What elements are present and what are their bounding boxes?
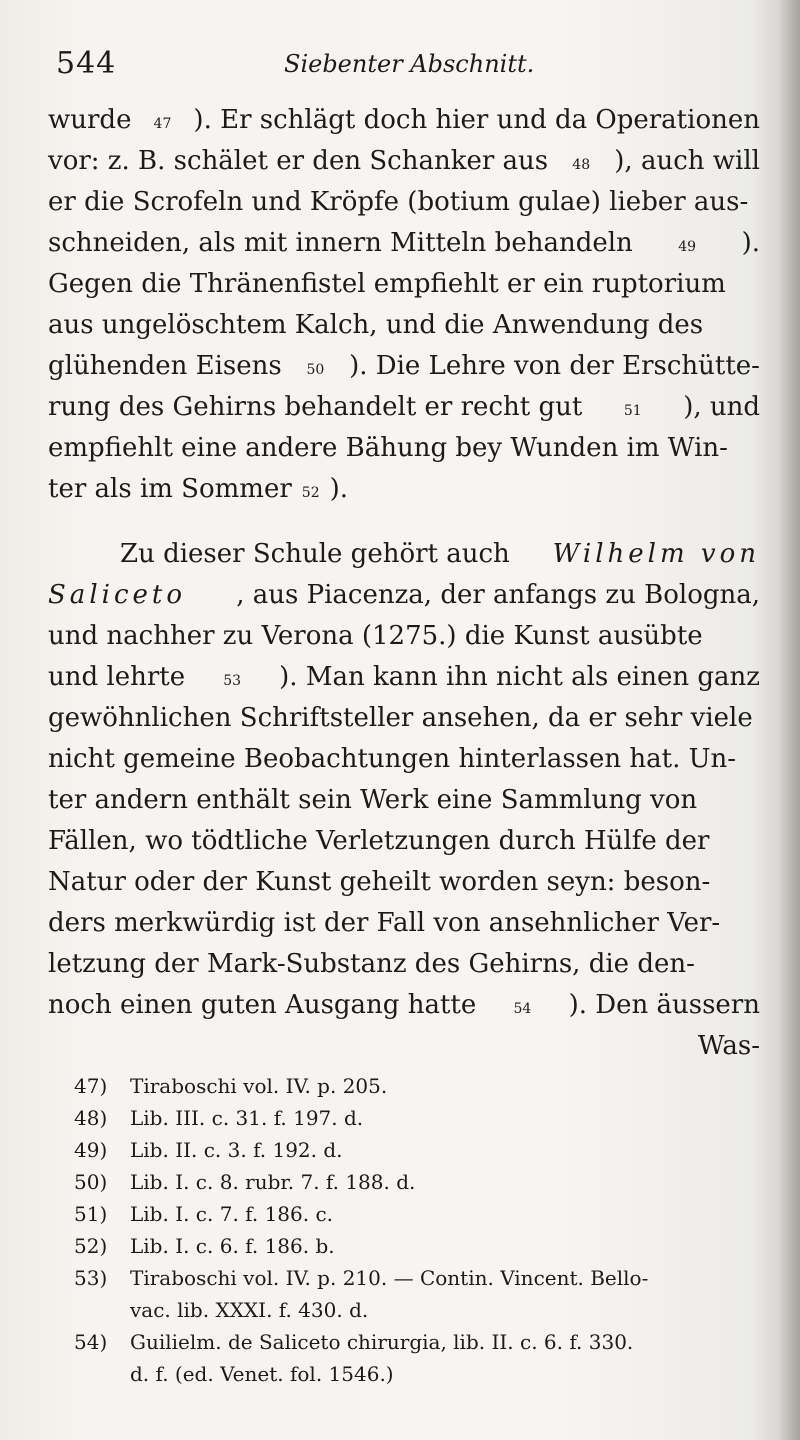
- text-line: [48, 575, 760, 616]
- footnote: [74, 1166, 764, 1198]
- footnote: [74, 1198, 764, 1230]
- footnote-number: 49): [74, 1138, 108, 1162]
- text-line: vor: z. B. schälet er den Schanker aus 48 ), auch will: [48, 141, 760, 182]
- text-span: Fällen, wo tödtliche Verletzungen durch Hülfe der: [48, 826, 710, 856]
- footnote: [74, 1134, 764, 1166]
- footnotes: [74, 1070, 764, 1390]
- text-span: er die Scrofeln und Kröpfe (botium gulae) lieber aus-: [48, 187, 749, 217]
- text-span: ). Man kann ihn nicht als einen ganz: [279, 662, 760, 692]
- footnote-text: Tiraboschi vol. IV. p. 205.: [130, 1074, 388, 1098]
- text-line: wurde 47 ). Er schlägt doch hier und da Operationen: [48, 100, 760, 141]
- text-line: [48, 264, 760, 305]
- catchword-line: [48, 1026, 760, 1067]
- text-span: und nachher zu Verona (1275.) die Kunst ausübte: [48, 621, 703, 651]
- text-line: [48, 780, 760, 821]
- text-span: , aus Piacenza, der anfangs zu Bologna,: [236, 580, 760, 610]
- text-line: noch einen guten Ausgang hatte 54 ). Den äussern: [48, 985, 760, 1026]
- text-span: letzung der Mark-Substanz des Gehirns, die den-: [48, 949, 695, 979]
- text-line: [48, 616, 760, 657]
- text-span: ). Er schlägt doch hier und da Operationen: [193, 105, 760, 135]
- text-span: ).: [329, 474, 349, 504]
- text-span: ), auch will: [614, 146, 760, 176]
- footnote: [74, 1262, 764, 1294]
- footnote-number: 51): [74, 1202, 108, 1226]
- text-line: rung des Gehirns behandelt er recht gut 51 ), und: [48, 387, 760, 428]
- footnote-continuation: [74, 1294, 764, 1326]
- text-span: schneiden, als mit innern Mitteln behandeln: [48, 228, 633, 258]
- text-span: glühenden Eisens: [48, 351, 282, 381]
- text-line: glühenden Eisens 50 ). Die Lehre von der Erschütte-: [48, 346, 760, 387]
- footnote-number: 50): [74, 1170, 108, 1194]
- text-line: [48, 862, 760, 903]
- main-text: [48, 100, 760, 1067]
- footnote: [74, 1230, 764, 1262]
- footnote-text: Lib. I. c. 6. f. 186. b.: [130, 1234, 335, 1258]
- footnote-number: 47): [74, 1074, 108, 1098]
- footnote-number: 53): [74, 1266, 108, 1290]
- page-header: [56, 42, 756, 86]
- text-span: ders merkwürdig ist der Fall von ansehnlicher Ver-: [48, 908, 721, 938]
- text-line: [48, 739, 760, 780]
- text-span: nicht gemeine Beobachtungen hinterlassen hat. Un-: [48, 744, 737, 774]
- footnote-number: 52): [74, 1234, 108, 1258]
- text-span: Natur oder der Kunst geheilt worden seyn: beson-: [48, 867, 711, 897]
- person-name: Wilhelm von: [552, 539, 760, 569]
- paragraph-gap: [48, 510, 760, 534]
- text-line: ter als im Sommer 52 ).: [48, 469, 760, 510]
- footnote-text: Lib. II. c. 3. f. 192. d.: [130, 1138, 343, 1162]
- running-head: Siebenter Abschnitt.: [284, 50, 535, 78]
- footnote-number: 48): [74, 1106, 108, 1130]
- text-line: [48, 534, 760, 575]
- text-line: [48, 698, 760, 739]
- person-name: Saliceto: [48, 580, 186, 610]
- text-span: noch einen guten Ausgang hatte: [48, 990, 477, 1020]
- text-span: ter als im Sommer: [48, 474, 292, 504]
- text-line: [48, 903, 760, 944]
- text-line: [48, 428, 760, 469]
- text-span: empfiehlt eine andere Bähung bey Wunden im Win-: [48, 433, 728, 463]
- footnote-text: d. f. (ed. Venet. fol. 1546.): [130, 1362, 394, 1386]
- text-line: schneiden, als mit innern Mitteln behandeln 49 ).: [48, 223, 760, 264]
- text-span: Gegen die Thränenfistel empfiehlt er ein ruptorium: [48, 269, 726, 299]
- text-span: ). Die Lehre von der Erschütte-: [349, 351, 760, 381]
- text-span: ). Den äussern: [568, 990, 760, 1020]
- text-span: ).: [741, 228, 760, 258]
- footnote-continuation: [74, 1358, 764, 1390]
- text-line: [48, 305, 760, 346]
- footnote-text: Guilielm. de Saliceto chirurgia, lib. II. c. 6. f. 330.: [130, 1330, 634, 1354]
- text-span: vor: z. B. schälet er den Schanker aus: [48, 146, 549, 176]
- text-line: [48, 821, 760, 862]
- footnote-text: Tiraboschi vol. IV. p. 210. — Contin. Vincent. Bello-: [130, 1266, 649, 1290]
- footnote-text: Lib. III. c. 31. f. 197. d.: [130, 1106, 364, 1130]
- page-number: 544: [56, 46, 117, 81]
- text-span: gewöhnlichen Schriftsteller ansehen, da er sehr viele: [48, 703, 753, 733]
- page-edge-shadow: [778, 0, 800, 1440]
- text-span: Zu dieser Schule gehört auch: [120, 539, 510, 569]
- text-span: und lehrte: [48, 662, 186, 692]
- text-span: wurde: [48, 105, 132, 135]
- footnote: [74, 1102, 764, 1134]
- text-line: und lehrte 53 ). Man kann ihn nicht als einen ganz: [48, 657, 760, 698]
- footnote: [74, 1326, 764, 1358]
- footnote-text: vac. lib. XXXI. f. 430. d.: [130, 1298, 369, 1322]
- footnote: [74, 1070, 764, 1102]
- text-span: ter andern enthält sein Werk eine Sammlung von: [48, 785, 698, 815]
- footnote-number: 54): [74, 1330, 108, 1354]
- footnote-text: Lib. I. c. 8. rubr. 7. f. 188. d.: [130, 1170, 416, 1194]
- text-span: rung des Gehirns behandelt er recht gut: [48, 392, 583, 422]
- catchword: Was-: [697, 1031, 760, 1061]
- footnote-text: Lib. I. c. 7. f. 186. c.: [130, 1202, 334, 1226]
- text-line: [48, 182, 760, 223]
- text-span: ), und: [683, 392, 760, 422]
- text-line: [48, 944, 760, 985]
- text-span: aus ungelöschtem Kalch, und die Anwendung des: [48, 310, 704, 340]
